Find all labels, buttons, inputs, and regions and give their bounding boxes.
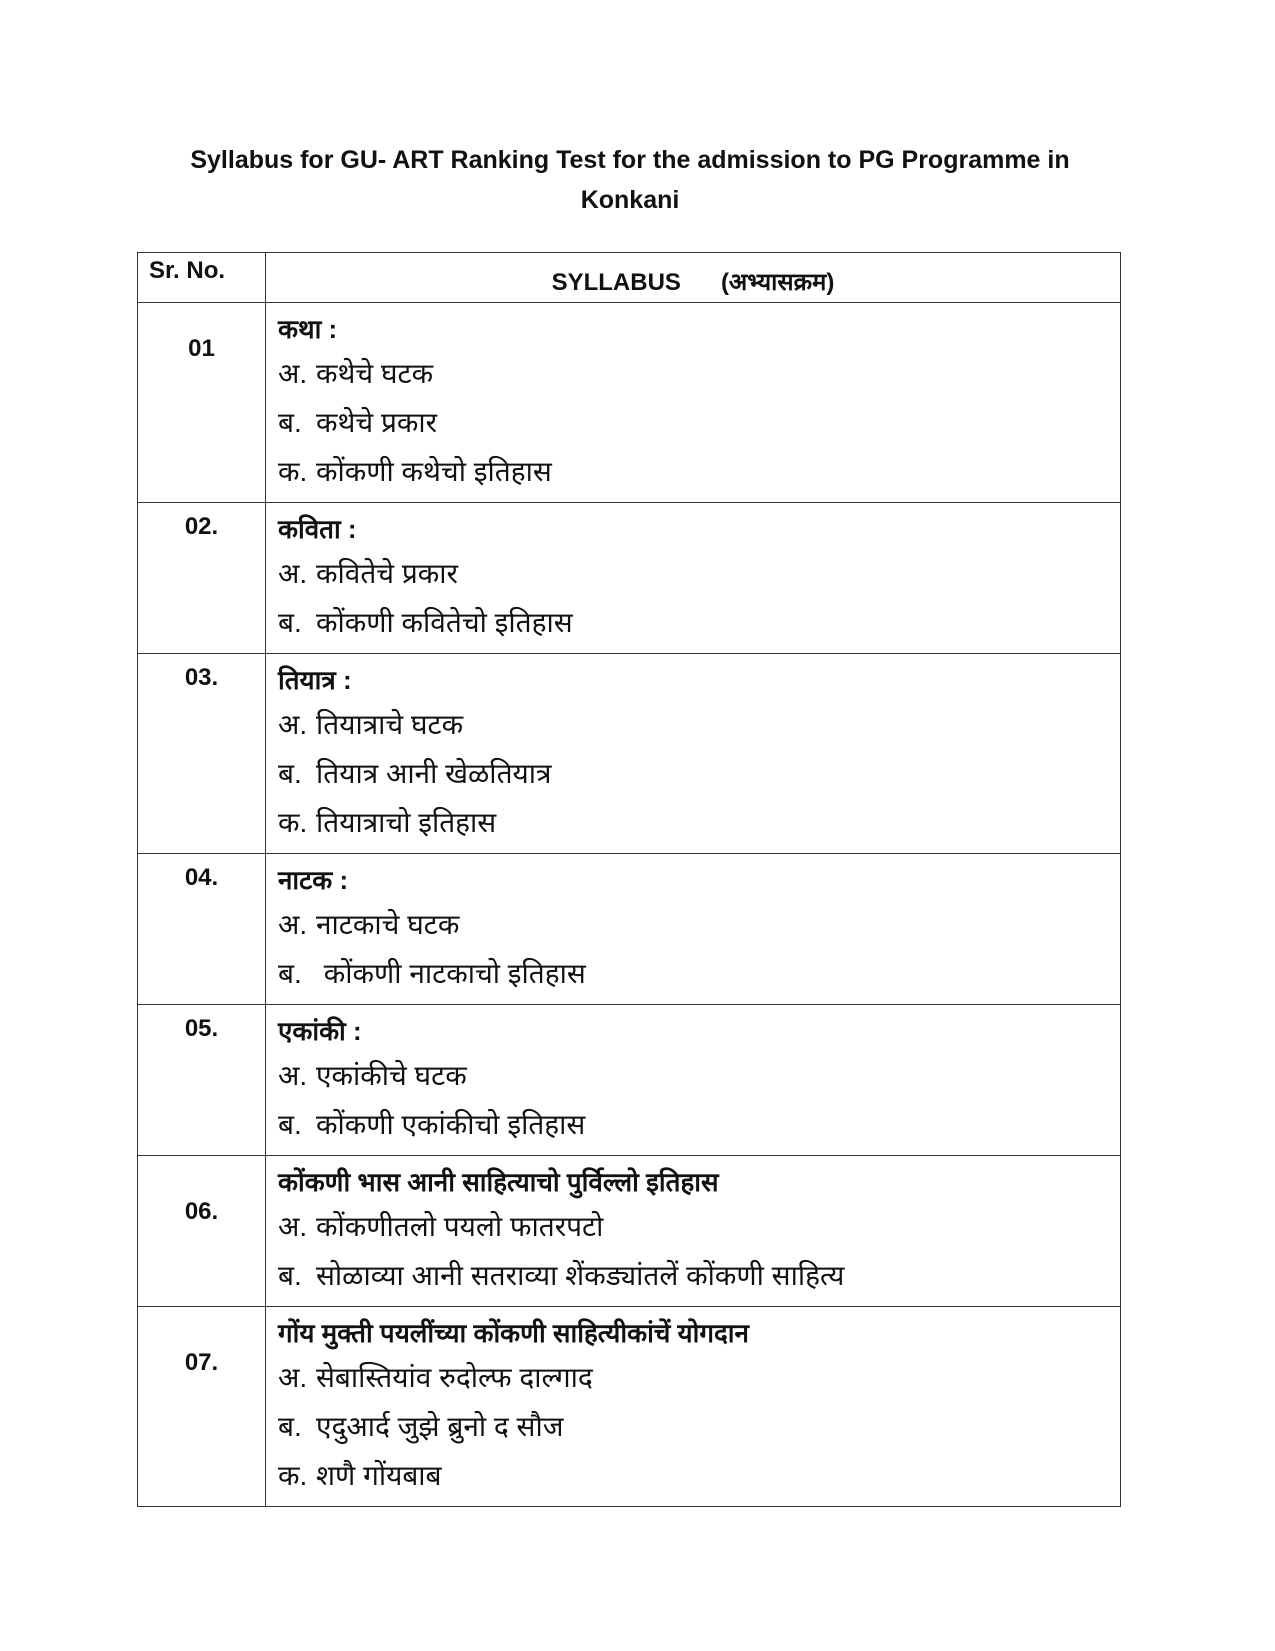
item-marker: अ. [278,358,308,389]
topic-heading: कविता : [278,514,357,544]
row-content [266,1005,1121,1156]
item-marker: अ. [278,709,308,740]
item-text: एदुआर्द जुझे ब्रुनो द सौज [316,1411,564,1442]
header-syllabus [266,253,1121,303]
syllabus-table [137,252,1121,1507]
item-text: शणै गोंयबाब [316,1460,442,1491]
item-text: कवितेचे प्रकार [316,558,458,589]
item-marker: ब. [278,758,302,789]
header-sr-no: Sr. No. [138,253,266,303]
row-number: 03. [138,654,266,854]
item-text: कोंकणी कथेचो इतिहास [316,456,552,487]
row-content [266,503,1121,654]
item-text: कथेचे प्रकार [316,407,438,438]
row-number: 05. [138,1005,266,1156]
item-marker: ब. [278,1411,302,1442]
row-content [266,303,1121,503]
topic-heading: कोंकणी भास आनी साहित्याचो पुर्विल्लो इतिहास [278,1167,719,1197]
list-item [278,1451,1120,1500]
item-marker: अ. [278,558,308,589]
topic-heading: तियात्र : [278,665,352,695]
row-number: 04. [138,854,266,1005]
item-marker: क. [278,807,308,838]
list-item [278,1051,1120,1100]
list-item [278,798,1120,847]
row-content [266,854,1121,1005]
list-item [278,349,1120,398]
row-number: 07. [138,1307,266,1507]
item-marker: अ. [278,909,308,940]
table-row [138,1005,1121,1156]
item-text: कोंकणी एकांकीचो इतिहास [316,1109,586,1140]
title-line-1: Syllabus for GU- ART Ranking Test for the admission to PG Programme in [190,146,1070,174]
topic-heading: कथा : [278,314,338,344]
table-header-row [138,253,1121,303]
item-marker: अ. [278,1060,308,1091]
list-item [278,700,1120,749]
item-marker: ब. [278,407,302,438]
item-text: सोळाव्या आनी सतराव्या शेंकड्यांतलें कोंकणी साहित्य [316,1260,845,1291]
item-text: सेबास्तियांव रुदोल्फ दाल्गाद [316,1362,593,1393]
list-item [278,598,1120,647]
item-text: तियात्राचो इतिहास [316,807,497,838]
list-item [278,900,1120,949]
row-content [266,1156,1121,1307]
table-row [138,1156,1121,1307]
row-number: 06. [138,1156,266,1307]
list-item [278,398,1120,447]
topic-heading: गोंय मुक्ती पयलींच्या कोंकणी साहित्यीकांचें योगदान [278,1318,749,1348]
row-number: 02. [138,503,266,654]
table-row [138,503,1121,654]
list-item [278,1202,1120,1251]
table-row [138,654,1121,854]
item-marker: क. [278,456,308,487]
item-marker: ब. [278,1109,302,1140]
item-text: कोंकणीतलो पयलो फातरपटो [316,1211,604,1242]
item-text: नाटकाचे घटक [316,909,460,940]
header-syllabus-label: SYLLABUS [551,269,681,296]
list-item [278,1251,1120,1300]
item-text: कोंकणी नाटकाचो इतिहास [316,958,586,989]
item-text: कोंकणी कवितेचो इतिहास [316,607,573,638]
item-marker: ब. [278,607,302,638]
item-text: तियात्र आनी खेळतियात्र [316,758,552,789]
topic-heading: नाटक : [278,865,349,895]
item-marker: ब. [278,958,302,989]
list-item [278,549,1120,598]
row-content [266,654,1121,854]
table-row [138,854,1121,1005]
item-marker: क. [278,1460,308,1491]
list-item [278,1100,1120,1149]
item-marker: अ. [278,1362,308,1393]
list-item [278,1402,1120,1451]
list-item [278,447,1120,496]
row-number: 01 [138,303,266,503]
header-syllabus-local: (अभ्यासक्रम) [720,269,835,296]
row-content [266,1307,1121,1507]
table-row [138,303,1121,503]
table-row [138,1307,1121,1507]
list-item [278,1353,1120,1402]
item-marker: अ. [278,1211,308,1242]
item-text: तियात्राचे घटक [316,709,464,740]
page-title [130,140,1130,220]
item-marker: ब. [278,1260,302,1291]
title-line-2: Konkani [580,186,680,214]
item-text: कथेचे घटक [316,358,434,389]
list-item [278,749,1120,798]
list-item [278,949,1120,998]
topic-heading: एकांकी : [278,1016,362,1046]
item-text: एकांकीचे घटक [316,1060,467,1091]
